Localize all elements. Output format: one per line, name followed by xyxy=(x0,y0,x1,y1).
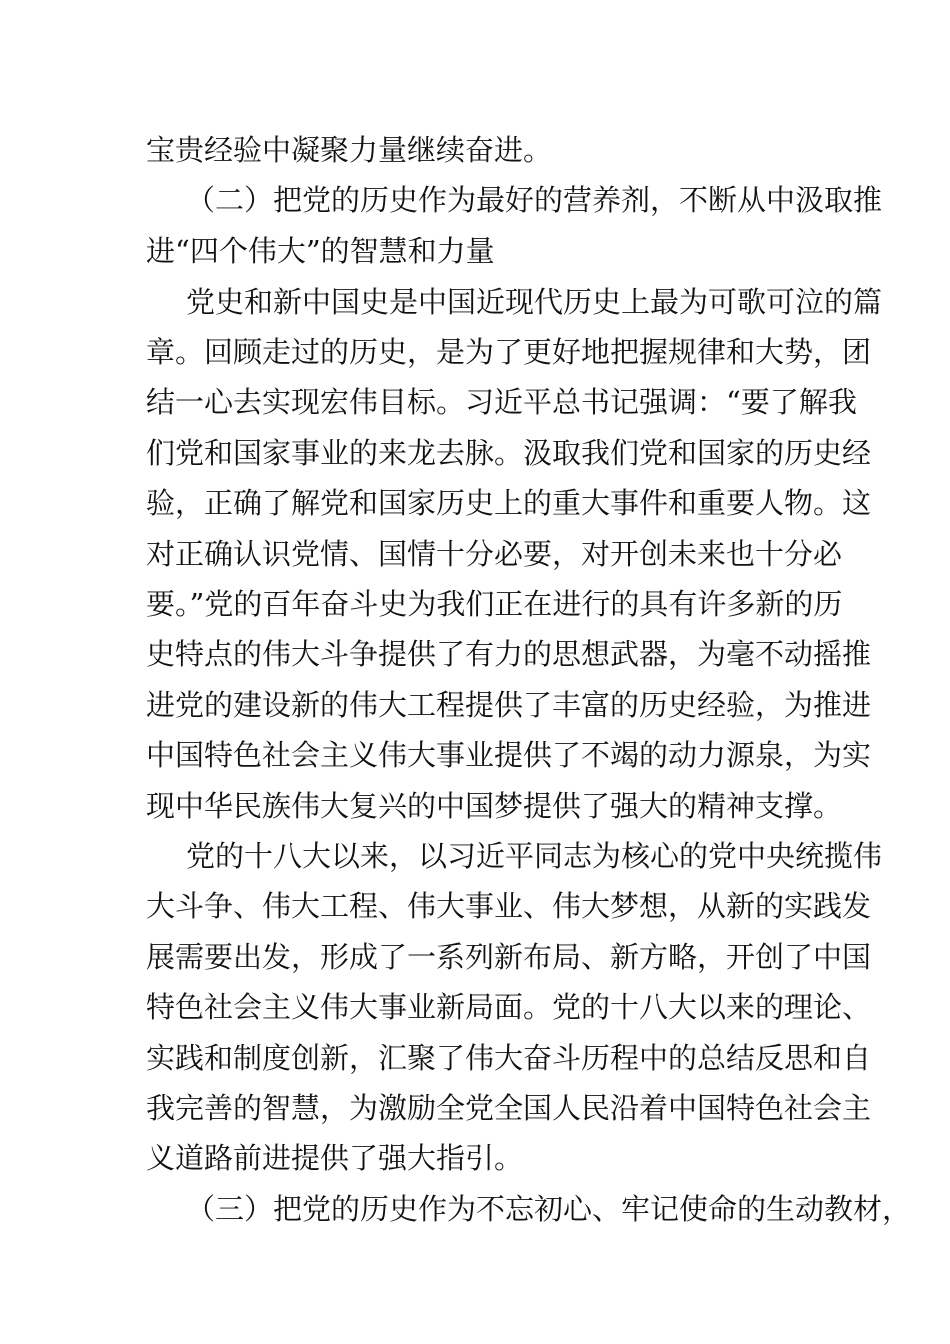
paragraph-line: 特色社会主义伟大事业新局面。党的十八大以来的理论、 xyxy=(146,990,872,1024)
section-heading: （二）把党的历史作为最好的营养剂，不断从中汲取推 xyxy=(186,183,883,217)
paragraph-line: 们党和国家事业的来龙去脉。汲取我们党和国家的历史经 xyxy=(146,436,872,470)
paragraph-line: 党史和新中国史是中国近现代历史上最为可歌可泣的篇 xyxy=(186,285,883,319)
paragraph-line: 大斗争、伟大工程、伟大事业、伟大梦想，从新的实践发 xyxy=(146,889,872,923)
paragraph-line: 义道路前进提供了强大指引。 xyxy=(146,1141,524,1175)
paragraph-line: 要。”党的百年奋斗史为我们正在进行的具有许多新的历 xyxy=(146,587,843,621)
paragraph-line: 中国特色社会主义伟大事业提供了不竭的动力源泉，为实 xyxy=(146,738,872,772)
paragraph-line: 我完善的智慧，为激励全党全国人民沿着中国特色社会主 xyxy=(146,1091,872,1125)
paragraph-line: 史特点的伟大斗争提供了有力的思想武器，为毫不动摇推 xyxy=(146,637,872,671)
paragraph-line: 验，正确了解党和国家历史上的重大事件和重要人物。这 xyxy=(146,486,872,520)
paragraph-line: 展需要出发，形成了一系列新布局、新方略，开创了中国 xyxy=(146,940,872,974)
paragraph-line: 进党的建设新的伟大工程提供了丰富的历史经验，为推进 xyxy=(146,688,872,722)
text-line: 宝贵经验中凝聚力量继续奋进。 xyxy=(146,133,553,167)
paragraph-line: 结一心去实现宏伟目标。习近平总书记强调：“要了解我 xyxy=(146,385,857,419)
paragraph-line: 现中华民族伟大复兴的中国梦提供了强大的精神支撑。 xyxy=(146,789,843,823)
paragraph-line: 对正确认识党情、国情十分必要，对开创未来也十分必 xyxy=(146,537,843,571)
section-heading-continued: 进“四个伟大”的智慧和力量 xyxy=(146,234,495,268)
paragraph-line: 党的十八大以来，以习近平同志为核心的党中央统揽伟 xyxy=(186,839,883,873)
section-heading: （三）把党的历史作为不忘初心、牢记使命的生动教材， xyxy=(186,1192,912,1226)
paragraph-line: 章。回顾走过的历史，是为了更好地把握规律和大势，团 xyxy=(146,335,872,369)
paragraph-line: 实践和制度创新，汇聚了伟大奋斗历程中的总结反思和自 xyxy=(146,1041,872,1075)
